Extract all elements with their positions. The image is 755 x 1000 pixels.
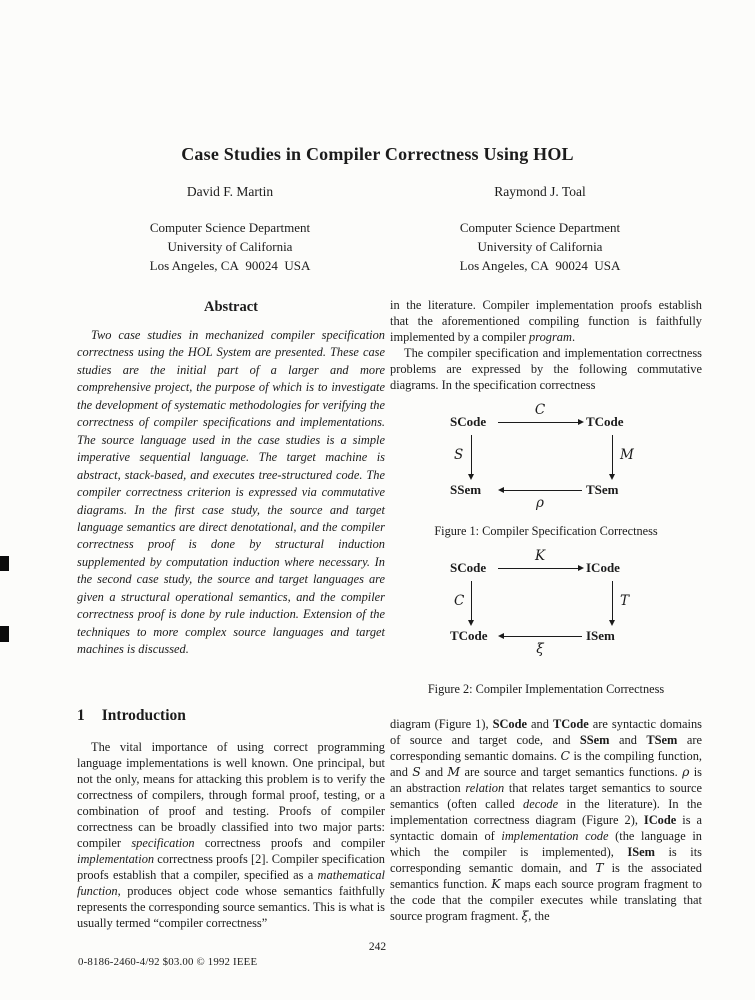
diagram-node-scode: SCode bbox=[450, 414, 487, 429]
author-affiliation-right bbox=[385, 218, 695, 275]
right-arrowhead bbox=[578, 419, 584, 425]
affiliation-line: University of California bbox=[477, 239, 603, 254]
down-arrowhead bbox=[609, 474, 615, 480]
abstract-heading: Abstract bbox=[204, 299, 258, 315]
left-arrowhead bbox=[498, 633, 504, 639]
diagram-node-tsem: TSem bbox=[586, 482, 619, 497]
down-arrowhead bbox=[609, 620, 615, 626]
paragraph: The compiler specification and implementation correctness problems are expressed by the following commutative diagrams. In the specification correctness bbox=[390, 346, 702, 392]
diagram-node-ssem: SSem bbox=[450, 482, 482, 497]
compiler-execution-map-label: K bbox=[534, 548, 546, 564]
section-title: Introduction bbox=[101, 707, 186, 724]
down-arrowhead bbox=[468, 474, 474, 480]
diagram-node-tcode: TCode bbox=[586, 414, 624, 429]
figure-1-commutative-diagram bbox=[440, 402, 640, 511]
figure-1-caption: Figure 1: Compiler Specification Correctness bbox=[434, 524, 658, 538]
paragraph: The vital importance of using correct programming language implementations is well known. One principal, but not the only, means for attacking this problem is to verify the correctness of compilers, through formal proof, testing, or a combination of proof and testing. Proofs of compiler correctness can be broadly classified into two major parts: compiler specification correctness proofs and compiler implementation correctness proofs [2]. Compiler specification proofs establish that a compiler, specified as a mathematical function, produces object code whose semantics faithfully represents the corresponding source semantics. This is what is usually termed “compiler correctness” bbox=[77, 740, 385, 930]
affiliation-line: Los Angeles, CA 90024 USA bbox=[149, 258, 311, 273]
abstraction-relation-label: ρ bbox=[536, 495, 544, 511]
figure-2-commutative-diagram bbox=[440, 548, 640, 657]
arrow-shaft bbox=[612, 581, 613, 621]
xi-relation-label: ξ bbox=[536, 641, 544, 657]
diagram-node-isem: ISem bbox=[586, 628, 615, 643]
diagram-node-tcode: TCode bbox=[450, 628, 488, 643]
section-heading-introduction bbox=[77, 707, 385, 725]
arrow-shaft bbox=[504, 490, 582, 491]
compile-function-label: C bbox=[534, 402, 546, 418]
affiliation-line: Computer Science Department bbox=[149, 220, 311, 235]
source-semantics-label: S bbox=[454, 447, 464, 463]
abstract-text: Two case studies in mechanized compiler specification correctness using the HOL System are presented. These case studies are the initial part of a larger and more comprehensive project, the purpose of which is to investigate the development of systematic methodologies for verifying the correctness of compiler specifications and implementations. The source language used in the case studies is a simple imperative sequential language. The target machine is abstract, stack-based, and executes tree-structured code. The compiler correctness criterion is expressed via commutative diagrams. In the first case study, the source and target language semantics are direct denotational, and the compiler correctness proof is done by structural induction supplemented by computation induction where necessary. In the second case study, the source and target languages are given a structural operational semantics, and the compiler correctness proof is done by rule induction. Extension of the techniques to more complex source languages and target machines is discussed. bbox=[77, 328, 385, 657]
left-arrowhead bbox=[498, 487, 504, 493]
author-name-left: David F. Martin bbox=[186, 184, 274, 199]
target-semantics-label: M bbox=[620, 447, 634, 463]
arrow-shaft bbox=[471, 435, 472, 475]
affiliation-line: Computer Science Department bbox=[459, 220, 621, 235]
arrow-shaft bbox=[471, 581, 472, 621]
right-column-bottom bbox=[390, 716, 702, 924]
author-name-right: Raymond J. Toal bbox=[494, 184, 586, 199]
compile-function-label: C bbox=[454, 593, 465, 609]
page-number: 242 bbox=[368, 941, 387, 953]
scan-artifact bbox=[0, 626, 9, 642]
figure-2-caption: Figure 2: Compiler Implementation Correctness bbox=[427, 682, 665, 696]
right-arrowhead bbox=[578, 565, 584, 571]
arrow-shaft bbox=[504, 636, 582, 637]
affiliation-line: Los Angeles, CA 90024 USA bbox=[459, 258, 621, 273]
arrow-shaft bbox=[498, 422, 582, 423]
author-affiliation-left bbox=[75, 218, 385, 275]
copyright-notice: 0-8186-2460-4/92 $03.00 © 1992 IEEE bbox=[78, 956, 258, 968]
arrow-shaft bbox=[498, 568, 582, 569]
down-arrowhead bbox=[468, 620, 474, 626]
scan-artifact bbox=[0, 556, 9, 571]
paper-title: Case Studies in Compiler Correctness Using HOL bbox=[181, 144, 574, 164]
diagram-node-scode: SCode bbox=[450, 560, 487, 575]
paragraph: in the literature. Compiler implementation proofs establish that the aforementioned compiling function is faithfully implemented by a compiler program. bbox=[390, 298, 702, 344]
introduction-paragraph bbox=[77, 739, 385, 931]
paragraph: diagram (Figure 1), SCode and TCode are syntactic domains of source and target code, and SSem and TSem are corresponding semantic domains. C is the compiling function, and S and M are source and target semantics functions. ρ is an abstraction relation that relates target semantics to source semantics (often called decode in the literature). In the implementation correctness diagram (Figure 2), ICode is a syntactic domain of implementation code (the language in which the compiler is implemented), ISem is its corresponding semantic domain, and T is the associated semantics function. K maps each source program fragment to the code that the compiler executes while translating that source program fragment. ξ, the bbox=[390, 717, 703, 923]
arrow-shaft bbox=[612, 435, 613, 475]
section-number: 1 bbox=[77, 707, 85, 724]
implementation-semantics-label: T bbox=[620, 593, 630, 609]
affiliation-line: University of California bbox=[167, 239, 293, 254]
right-column-top bbox=[390, 297, 702, 393]
diagram-node-icode: ICode bbox=[586, 560, 620, 575]
